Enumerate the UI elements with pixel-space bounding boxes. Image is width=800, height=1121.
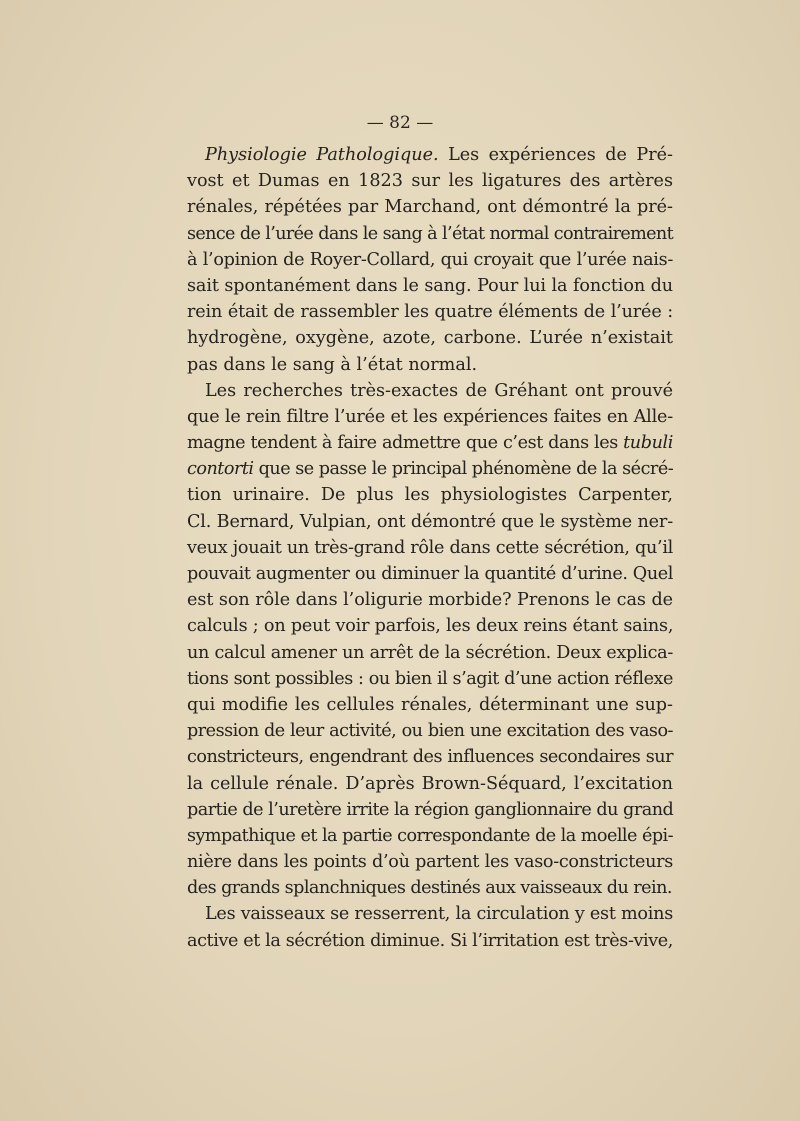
text-line: qui modifie les cellules rénales, déterminant une sup- (187, 694, 673, 715)
text-line: sait spontanément dans le sang. Pour lui la fonction du (187, 275, 673, 296)
text-span: magne tendent à faire admettre que c’est dans les (187, 433, 624, 454)
text-line: veux jouait un très-grand rôle dans cette sécrétion, qu’il (187, 537, 673, 558)
text-line: Les vaisseaux se resserrent, la circulation y est moins (205, 904, 673, 925)
text-line: un calcul amener un arrêt de la sécrétion. Deux explica- (187, 642, 673, 663)
latin-term: tubuli (623, 433, 673, 454)
text-line: active et la sécrétion diminue. Si l’irritation est très-vive, (187, 930, 673, 951)
page-number: — 82 — (366, 113, 434, 133)
body-text (187, 142, 673, 954)
text-line: la cellule rénale. D’après Brown-Séquard, l’excitation (187, 773, 673, 794)
paragraph (187, 901, 673, 953)
text-line: pas dans le sang à l’état normal. (187, 354, 478, 375)
text-line: des grands splanchniques destinés aux vaisseaux du rein. (187, 878, 672, 899)
text-span: Les expériences de Pré- (438, 145, 673, 165)
text-line: est son rôle dans l’oligurie morbide? Prenons le cas de (187, 590, 674, 611)
text-line: Les recherches très-exactes de Gréhant ont prouvé (205, 380, 673, 401)
text-line: vost et Dumas en 1823 sur les ligatures des artères (187, 171, 673, 192)
text-line (187, 456, 673, 482)
text-line: tions sont possibles : ou bien il s’agit d’une action réflexe (187, 668, 673, 689)
text-line: hydrogène, oxygène, azote, carbone. L’urée n’existait (187, 328, 673, 349)
paragraph (187, 378, 673, 902)
text-line: pouvait augmenter ou diminuer la quantité d’urine. Quel (187, 564, 673, 584)
text-line: à l’opinion de Royer-Collard, qui croyait que l’urée nais- (187, 249, 673, 270)
text-line: constricteurs, engendrant des influences secondaires sur (187, 747, 673, 768)
text-line (187, 142, 673, 168)
text-line: rein était de rassembler les quatre éléments de l’urée : (187, 302, 673, 323)
latin-term: contorti (187, 459, 254, 480)
text-line: nière dans les points d’où partent les vaso-constricteurs (187, 852, 673, 873)
text-line: sence de l’urée dans le sang à l’état normal contrairement (187, 223, 673, 244)
text-line: rénales, répétées par Marchand, ont démontré la pré- (187, 197, 673, 218)
text-line: partie de l’uretère irrite la région ganglionnaire du grand (187, 799, 674, 820)
text-line: sympathique et la partie correspondante de la moelle épi- (187, 825, 673, 846)
text-span: que se passe le principal phénomène de la sécré- (253, 459, 674, 480)
text-line (187, 430, 673, 456)
text-line: que le rein filtre l’urée et les expériences faites en Alle- (187, 406, 673, 427)
paragraph (187, 142, 673, 378)
text-line: calculs ; on peut voir parfois, les deux reins étant sains, (187, 616, 674, 637)
text-line: Cl. Bernard, Vulpian, ont démontré que le système ner- (187, 511, 673, 532)
section-heading: Physiologie Pathologique. (205, 145, 439, 165)
text-line: pression de leur activité, ou bien une excitation des vaso- (187, 721, 673, 742)
text-line: tion urinaire. De plus les physiologistes Carpenter, (187, 485, 673, 506)
